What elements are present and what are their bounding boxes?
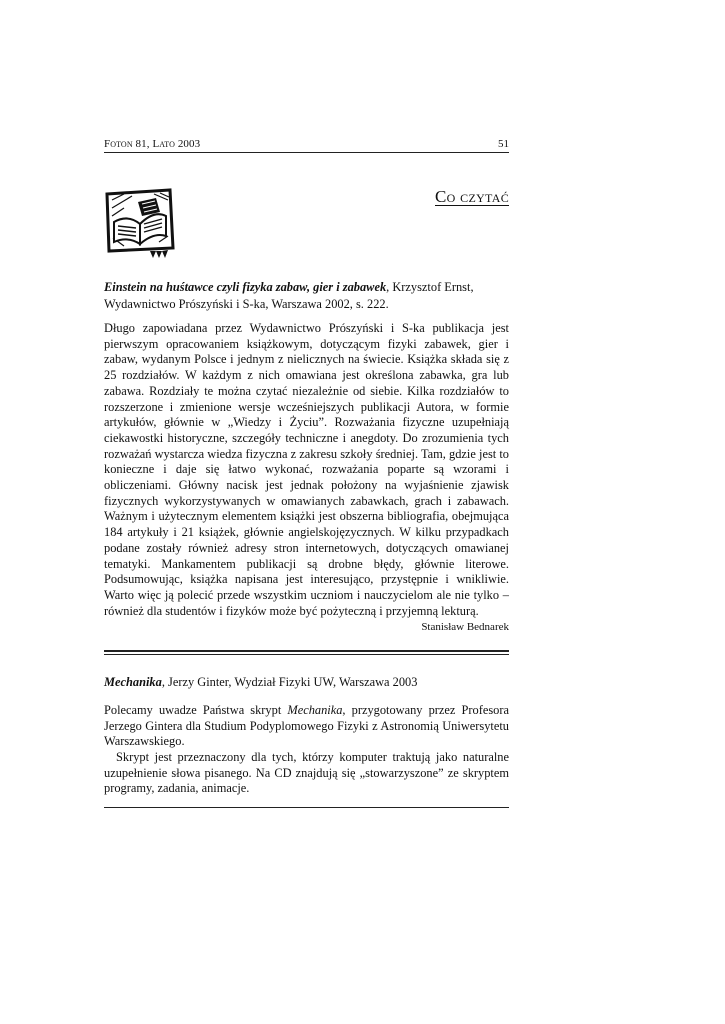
review-1-book-title: Einstein na huśtawce czyli fizyka zabaw, gier i zabawek <box>104 280 387 294</box>
review-2-paragraph-2: Skrypt jest przeznaczony dla tych, którzy komputer traktują jako naturalne uzupełnienie słowa pisanego. Na CD znajdują się „stowarzyszone” ze skryptem programy, zadania, animacje. <box>104 749 509 796</box>
end-divider <box>104 807 509 808</box>
review-1-citation-details: , Krzysztof Ernst, Wydawnictwo Prószyński i S-ka, Warszawa 2002, s. 222. <box>104 280 474 311</box>
section-title: Co czytać <box>435 187 509 206</box>
page-number: 51 <box>498 138 509 150</box>
review-2-text-continued: , przygotowany przez Profesora Jerzego Gintera dla Studium Podyplomowego Fizyki z Astronomią Uniwersytetu Warszawskiego. <box>104 702 509 749</box>
page <box>104 138 509 808</box>
review-2-paragraph-1 <box>104 703 509 750</box>
section-heading <box>104 153 509 248</box>
running-header <box>104 138 509 153</box>
review-1-body: Długo zapowiadana przez Wydawnictwo Prószyński i S-ka publikacja jest pierwszym opracowaniem książkowym, dotyczącym fizyki zabawek, gier i zabaw, wydanym Polsce i jednym z nielicznych na świecie. Książka składa się z 25 rozdziałów. W każdym z nich omawiana jest określona zabawka, gra lub zabawa. Rozdziały te można czytać niezależnie od siebie. Kilka rozdziałów to rozszerzone i zmienione wersje wcześniejszych publikacji Autora, w formie artykułów, głównie w „Wiedzy i Życiu”. Rozważania fizyczne uzupełniają ciekawostki historyczne, szczegóły techniczne i anegdoty. Do zrozumienia tych rozważań wystarcza wiedza fizyczna z zakresu szkoły średniej. Tam, gdzie jest to konieczne i daje się łatwo wykonać, rozważania poparte są wzorami i obliczeniami. Główny nacisk jest jednak położony na wyjaśnienie zjawisk fizycznych wykorzystywanych w omawianych zabawkach, grach i zabawach. Ważnym i użytecznym elementem książki jest obszerna bibliografia, obejmująca 184 artykuły i 21 książek, głównie angielskojęzycznych. W kilku przypadkach podane zostały również adresy stron internetowych, dotyczących omawianej tematyki. Mankamentem publikacji są drobne błędy, głównie literowe. Podsumowując, książka napisana jest interesująco, przystępnie i wnikliwie. Warto więc ją polecić przede wszystkim uczniom i nauczycielom ale nie tylko – również dla studentów i fizyków może być pożyteczną i przyjemną lekturą. <box>104 321 509 618</box>
review-2-citation <box>104 674 509 691</box>
review-2-text: Polecamy uwadze Państwa skrypt <box>104 702 288 717</box>
journal-issue: Foton 81, Lato 2003 <box>104 138 201 150</box>
review-1-author: Stanisław Bednarek <box>421 621 509 634</box>
review-2-citation-details: , Jerzy Ginter, Wydział Fizyki UW, Warszawa 2003 <box>161 675 418 690</box>
review-2-emphasis: Mechanika <box>287 702 343 717</box>
review-2-book-title: Mechanika <box>104 675 162 690</box>
open-book-icon <box>104 188 176 260</box>
section-divider <box>104 650 509 655</box>
review-1-citation <box>104 279 509 312</box>
